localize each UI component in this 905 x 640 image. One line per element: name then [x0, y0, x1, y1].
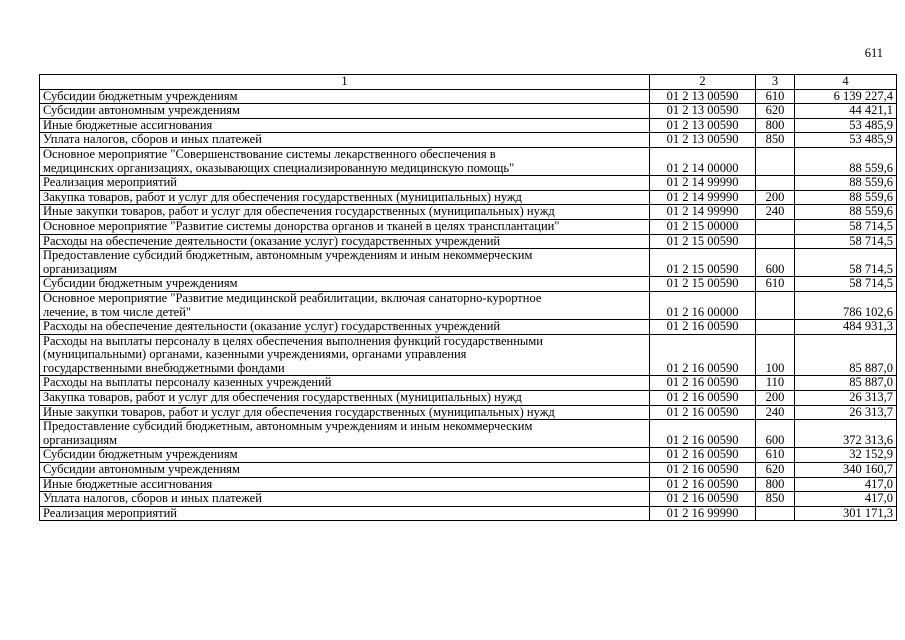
table-row — [40, 147, 897, 175]
row-code: 01 2 16 00590 — [650, 376, 756, 391]
row-name-line: Расходы на выплаты персоналу казенных учреждений — [43, 375, 332, 390]
row-code: 01 2 15 00000 — [650, 219, 756, 234]
table-row — [40, 492, 897, 507]
row-sum: 88 559,6 — [795, 190, 897, 205]
row-name — [40, 118, 650, 133]
table-row — [40, 391, 897, 406]
row-name-line: Субсидии автономным учреждениям — [43, 103, 240, 118]
table-row — [40, 205, 897, 220]
row-name-line: Основное мероприятие "Совершенствование системы лекарственного обеспечения в — [43, 147, 496, 161]
row-code: 01 2 15 00590 — [650, 277, 756, 292]
row-name-line: (муниципальными) органами, казенными учреждениями, органами управления — [43, 347, 467, 362]
row-name-line: Предоставление субсидий бюджетным, автономным учреждениям и иным некоммерческим — [43, 248, 533, 263]
row-name — [40, 176, 650, 191]
row-sum: 85 887,0 — [795, 376, 897, 391]
row-name-line: организациям — [43, 432, 118, 447]
row-name — [40, 492, 650, 507]
budget-table — [39, 74, 897, 521]
row-name-line: Иные бюджетные ассигнования — [43, 477, 213, 491]
row-name-line: Основное мероприятие "Развитие системы донорства органов и тканей в целях трансплантации" — [43, 219, 560, 233]
row-name — [40, 190, 650, 205]
row-code: 01 2 16 99990 — [650, 506, 756, 521]
row-name-line: Иные бюджетные ассигнования — [43, 118, 213, 132]
row-name — [40, 133, 650, 148]
row-name — [40, 205, 650, 220]
row-code: 01 2 15 00590 — [650, 249, 756, 277]
row-sum: 53 485,9 — [795, 133, 897, 148]
row-name-line: Предоставление субсидий бюджетным, автономным учреждениям и иным некоммерческим — [43, 419, 533, 434]
row-name — [40, 405, 650, 420]
row-name — [40, 147, 650, 175]
row-name — [40, 463, 650, 478]
row-sum: 88 559,6 — [795, 176, 897, 191]
row-sum: 301 171,3 — [795, 506, 897, 521]
table-row — [40, 477, 897, 492]
row-sum: 6 139 227,4 — [795, 89, 897, 104]
row-sum: 58 714,5 — [795, 249, 897, 277]
row-sum: 417,0 — [795, 492, 897, 507]
row-sum: 32 152,9 — [795, 448, 897, 463]
row-name-line: Субсидии бюджетным учреждениям — [43, 276, 238, 291]
row-sum: 417,0 — [795, 477, 897, 492]
row-type — [756, 176, 795, 191]
table-row — [40, 320, 897, 335]
row-code: 01 2 16 00590 — [650, 334, 756, 376]
row-name-line: Реализация мероприятий — [43, 175, 177, 190]
table-row — [40, 277, 897, 292]
row-type: 610 — [756, 448, 795, 463]
row-code: 01 2 16 00590 — [650, 391, 756, 406]
header-col-2: 2 — [650, 75, 756, 90]
row-sum: 786 102,6 — [795, 291, 897, 319]
row-sum: 44 421,1 — [795, 104, 897, 119]
row-type: 610 — [756, 277, 795, 292]
table-row — [40, 506, 897, 521]
row-sum: 85 887,0 — [795, 334, 897, 376]
row-name-line: Субсидии бюджетным учреждениям — [43, 447, 238, 462]
header-col-3: 3 — [756, 75, 795, 90]
row-name — [40, 506, 650, 521]
header-col-1: 1 — [40, 75, 650, 90]
row-name-line: Расходы на выплаты персоналу в целях обеспечения выполнения функций государственными — [43, 334, 543, 348]
header-col-4: 4 — [795, 75, 897, 90]
row-sum: 58 714,5 — [795, 277, 897, 292]
table-row — [40, 405, 897, 420]
row-code: 01 2 13 00590 — [650, 133, 756, 148]
row-name-line: Закупка товаров, работ и услуг для обеспечения государственных (муниципальных) нужд — [43, 190, 522, 204]
row-name-line: государственными внебюджетными фондами — [43, 360, 285, 375]
row-type: 800 — [756, 477, 795, 492]
row-code: 01 2 16 00590 — [650, 320, 756, 335]
row-sum: 58 714,5 — [795, 234, 897, 249]
row-name — [40, 104, 650, 119]
row-name-line: организациям — [43, 261, 118, 276]
table-row — [40, 190, 897, 205]
row-type: 620 — [756, 463, 795, 478]
row-name — [40, 291, 650, 319]
row-type — [756, 506, 795, 521]
table-row — [40, 234, 897, 249]
row-type — [756, 291, 795, 319]
row-name — [40, 320, 650, 335]
row-name — [40, 448, 650, 463]
row-code: 01 2 14 00000 — [650, 147, 756, 175]
row-sum: 53 485,9 — [795, 118, 897, 133]
row-type: 620 — [756, 104, 795, 119]
row-type: 600 — [756, 249, 795, 277]
row-name-line: Уплата налогов, сборов и иных платежей — [43, 491, 262, 506]
row-sum: 26 313,7 — [795, 405, 897, 420]
row-code: 01 2 13 00590 — [650, 104, 756, 119]
header-row — [40, 75, 897, 90]
row-type: 610 — [756, 89, 795, 104]
row-type — [756, 234, 795, 249]
row-code: 01 2 16 00000 — [650, 291, 756, 319]
table-row — [40, 219, 897, 234]
table-body — [40, 89, 897, 521]
table-row — [40, 89, 897, 104]
row-code: 01 2 14 99990 — [650, 190, 756, 205]
row-code: 01 2 16 00590 — [650, 448, 756, 463]
row-name — [40, 277, 650, 292]
row-type: 200 — [756, 391, 795, 406]
row-type: 200 — [756, 190, 795, 205]
table-row — [40, 334, 897, 376]
table-row — [40, 463, 897, 478]
row-code: 01 2 16 00590 — [650, 492, 756, 507]
row-type: 110 — [756, 376, 795, 391]
row-code: 01 2 16 00590 — [650, 463, 756, 478]
row-type: 600 — [756, 420, 795, 448]
table-row — [40, 420, 897, 448]
row-name — [40, 249, 650, 277]
row-type: 240 — [756, 205, 795, 220]
table-row — [40, 104, 897, 119]
row-type: 240 — [756, 405, 795, 420]
table-row — [40, 376, 897, 391]
row-name-line: Иные закупки товаров, работ и услуг для обеспечения государственных (муниципальных) нужд — [43, 204, 555, 219]
row-name-line: Закупка товаров, работ и услуг для обеспечения государственных (муниципальных) нужд — [43, 390, 522, 405]
table-row — [40, 448, 897, 463]
row-name — [40, 420, 650, 448]
row-code: 01 2 15 00590 — [650, 234, 756, 249]
row-type — [756, 219, 795, 234]
row-name-line: Субсидии автономным учреждениям — [43, 462, 240, 477]
row-type: 800 — [756, 118, 795, 133]
row-name-line: Расходы на обеспечение деятельности (оказание услуг) государственных учреждений — [43, 234, 501, 248]
row-name — [40, 376, 650, 391]
row-name-line: лечение, в том числе детей" — [43, 304, 192, 319]
row-name — [40, 89, 650, 104]
row-type — [756, 147, 795, 175]
row-name-line: Основное мероприятие "Развитие медицинской реабилитации, включая санаторно-курортное — [43, 291, 542, 305]
row-name-line: Уплата налогов, сборов и иных платежей — [43, 132, 262, 147]
row-sum: 88 559,6 — [795, 205, 897, 220]
row-name — [40, 334, 650, 376]
row-sum: 372 313,6 — [795, 420, 897, 448]
row-code: 01 2 16 00590 — [650, 420, 756, 448]
row-type: 850 — [756, 492, 795, 507]
row-name-line: Субсидии бюджетным учреждениям — [43, 89, 238, 103]
row-name-line: медицинских организациях, оказывающих специализированную медицинскую помощь" — [43, 160, 515, 175]
row-name-line: Расходы на обеспечение деятельности (оказание услуг) государственных учреждений — [43, 319, 501, 334]
row-name — [40, 234, 650, 249]
row-code: 01 2 13 00590 — [650, 89, 756, 104]
row-name-line: Иные закупки товаров, работ и услуг для обеспечения государственных (муниципальных) нужд — [43, 405, 555, 419]
row-name — [40, 477, 650, 492]
table-row — [40, 133, 897, 148]
table-row — [40, 249, 897, 277]
row-code: 01 2 16 00590 — [650, 477, 756, 492]
row-name — [40, 219, 650, 234]
page-number: 611 — [864, 46, 883, 60]
table-row — [40, 291, 897, 319]
row-name-line: Реализация мероприятий — [43, 506, 177, 520]
row-sum: 484 931,3 — [795, 320, 897, 335]
row-sum: 26 313,7 — [795, 391, 897, 406]
row-sum: 340 160,7 — [795, 463, 897, 478]
row-name — [40, 391, 650, 406]
row-type: 100 — [756, 334, 795, 376]
row-code: 01 2 14 99990 — [650, 176, 756, 191]
row-sum: 88 559,6 — [795, 147, 897, 175]
row-code: 01 2 13 00590 — [650, 118, 756, 133]
row-type — [756, 320, 795, 335]
row-type: 850 — [756, 133, 795, 148]
table-row — [40, 118, 897, 133]
row-code: 01 2 14 99990 — [650, 205, 756, 220]
row-code: 01 2 16 00590 — [650, 405, 756, 420]
row-sum: 58 714,5 — [795, 219, 897, 234]
table-row — [40, 176, 897, 191]
